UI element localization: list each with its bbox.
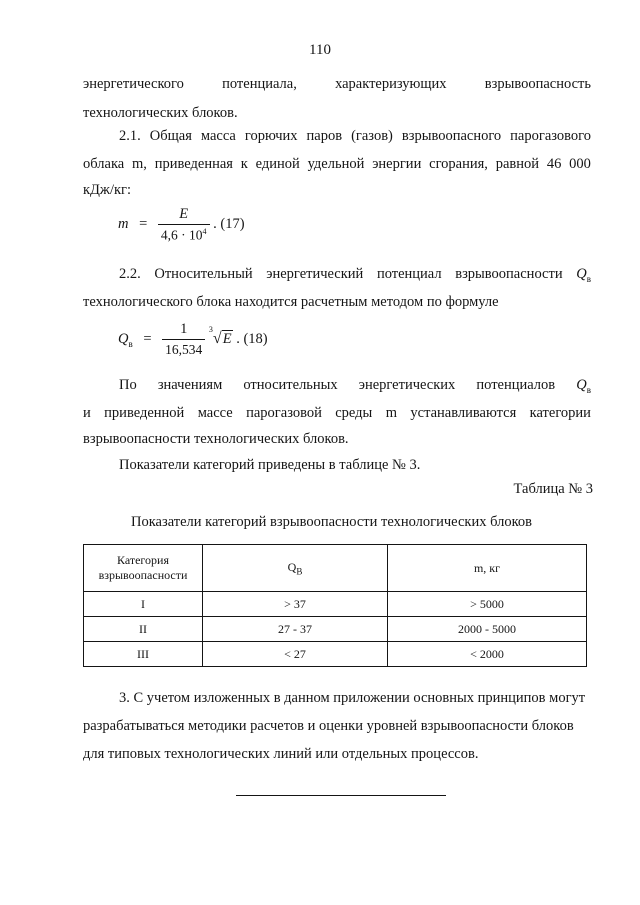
categories-table bbox=[83, 544, 587, 667]
header-q: $Q_В$ bbox=[203, 545, 388, 592]
q-symbol: $Q_в$ bbox=[576, 266, 591, 284]
word: парогазового bbox=[510, 128, 591, 144]
para-values-line-1 bbox=[119, 377, 591, 395]
table-header-row bbox=[84, 545, 587, 592]
table-row bbox=[84, 617, 587, 642]
word: энергетического bbox=[83, 76, 184, 92]
cube-root bbox=[208, 324, 233, 348]
word: приведенная bbox=[154, 156, 233, 172]
formula-number: . (18) bbox=[236, 330, 268, 347]
formula-lhs: $Q_в$ bbox=[118, 330, 133, 349]
item-2-2-line-2: технологического блока находится расчетным методом по формуле bbox=[83, 294, 499, 310]
cell-m: > 5000 bbox=[388, 592, 587, 617]
word: единой bbox=[255, 156, 300, 172]
word: устанавливаются bbox=[410, 405, 517, 421]
table-row bbox=[84, 642, 587, 667]
word: По bbox=[119, 377, 137, 393]
word: масса bbox=[200, 128, 236, 144]
word: среды bbox=[335, 405, 373, 421]
page-number: 110 bbox=[309, 42, 331, 58]
item-3-line-2: разрабатываться методики расчетов и оценки уровней взрывоопасности блоков bbox=[83, 718, 574, 734]
formula-equals: = bbox=[143, 330, 152, 347]
word: относительных bbox=[243, 377, 338, 393]
para-table-reference: Показатели категорий приведены в таблице № 3. bbox=[119, 457, 421, 473]
cell-q: 27 - 37 bbox=[203, 617, 388, 642]
word: 000 bbox=[569, 156, 591, 172]
word: энергетических bbox=[358, 377, 456, 393]
item-2-1-line-1 bbox=[119, 128, 591, 145]
separator-line bbox=[236, 795, 446, 796]
formula-18 bbox=[118, 321, 268, 358]
word: потенциала, bbox=[222, 76, 297, 92]
cell-category: III bbox=[84, 642, 203, 667]
item-2-1-line-3: кДж/кг: bbox=[83, 182, 132, 198]
item-3-line-1: 3. С учетом изложенных в данном приложении основных принципов могут bbox=[119, 690, 586, 706]
header-m: m, кг bbox=[388, 545, 587, 592]
denominator-mantissa: 4,6 · 10 bbox=[160, 227, 203, 243]
header-category: Категория взрывоопасности bbox=[84, 545, 203, 592]
word: 2.1. bbox=[119, 128, 141, 144]
word: m bbox=[385, 405, 397, 421]
word: (газов) bbox=[351, 128, 393, 144]
table-row bbox=[84, 592, 587, 617]
cell-q: > 37 bbox=[203, 592, 388, 617]
denominator-exponent: 4 bbox=[202, 227, 207, 236]
formula-fraction bbox=[162, 321, 205, 358]
word: потенциалов bbox=[476, 377, 556, 393]
word: взрывоопасного bbox=[401, 128, 502, 144]
intro-line-1 bbox=[83, 76, 591, 93]
word: и bbox=[83, 405, 91, 421]
radical-sign: √ bbox=[212, 329, 222, 347]
formula-fraction bbox=[158, 206, 210, 244]
word: 46 bbox=[546, 156, 562, 172]
fraction-denominator: 16,534 bbox=[165, 342, 203, 357]
cell-category: I bbox=[84, 592, 203, 617]
formula-17 bbox=[118, 206, 245, 244]
cell-m: < 2000 bbox=[388, 642, 587, 667]
word: равной bbox=[495, 156, 540, 172]
item-3-line-3: для типовых технологических линий или отдельных процессов. bbox=[83, 746, 479, 762]
cell-category: II bbox=[84, 617, 203, 642]
item-2-2-line-1 bbox=[119, 266, 591, 284]
word: m, bbox=[132, 156, 147, 172]
word: паров bbox=[306, 128, 343, 144]
table-label: Таблица № 3 bbox=[513, 481, 593, 497]
q-symbol: $Q_в$ bbox=[576, 377, 591, 395]
word: горючих bbox=[244, 128, 298, 144]
para-values-line-2 bbox=[83, 405, 591, 422]
fraction-numerator: E bbox=[158, 206, 210, 225]
root-index: 3 bbox=[208, 324, 213, 334]
word: Относительный bbox=[154, 266, 253, 282]
word: взрывоопасность bbox=[484, 76, 591, 92]
cell-q: < 27 bbox=[203, 642, 388, 667]
word: удельной bbox=[307, 156, 365, 172]
formula-equals: = bbox=[139, 216, 148, 233]
table-title: Показатели категорий взрывоопасности технологических блоков bbox=[131, 514, 532, 530]
item-2-1-line-2 bbox=[83, 156, 591, 173]
word: категории bbox=[529, 405, 591, 421]
formula-lhs: m bbox=[118, 216, 129, 233]
word: к bbox=[240, 156, 248, 172]
word: массе bbox=[197, 405, 233, 421]
word: характеризующих bbox=[335, 76, 447, 92]
word: энергии bbox=[372, 156, 422, 172]
formula-number: . (17) bbox=[213, 216, 245, 233]
radicand: E bbox=[222, 330, 232, 347]
word: потенциал bbox=[376, 266, 442, 282]
fraction-denominator bbox=[158, 225, 210, 244]
word: взрывоопасности bbox=[455, 266, 563, 282]
word: парогазовой bbox=[246, 405, 322, 421]
para-values-line-3: взрывоопасности технологических блоков. bbox=[83, 431, 349, 447]
word: Общая bbox=[149, 128, 192, 144]
word: облака bbox=[83, 156, 125, 172]
word: 2.2. bbox=[119, 266, 141, 282]
fraction-numerator: 1 bbox=[162, 321, 205, 340]
word: значениям bbox=[157, 377, 223, 393]
word: приведенной bbox=[104, 405, 185, 421]
intro-line-2: технологических блоков. bbox=[83, 105, 238, 121]
cell-m: 2000 - 5000 bbox=[388, 617, 587, 642]
word: сгорания, bbox=[429, 156, 488, 172]
word: энергетический bbox=[266, 266, 364, 282]
